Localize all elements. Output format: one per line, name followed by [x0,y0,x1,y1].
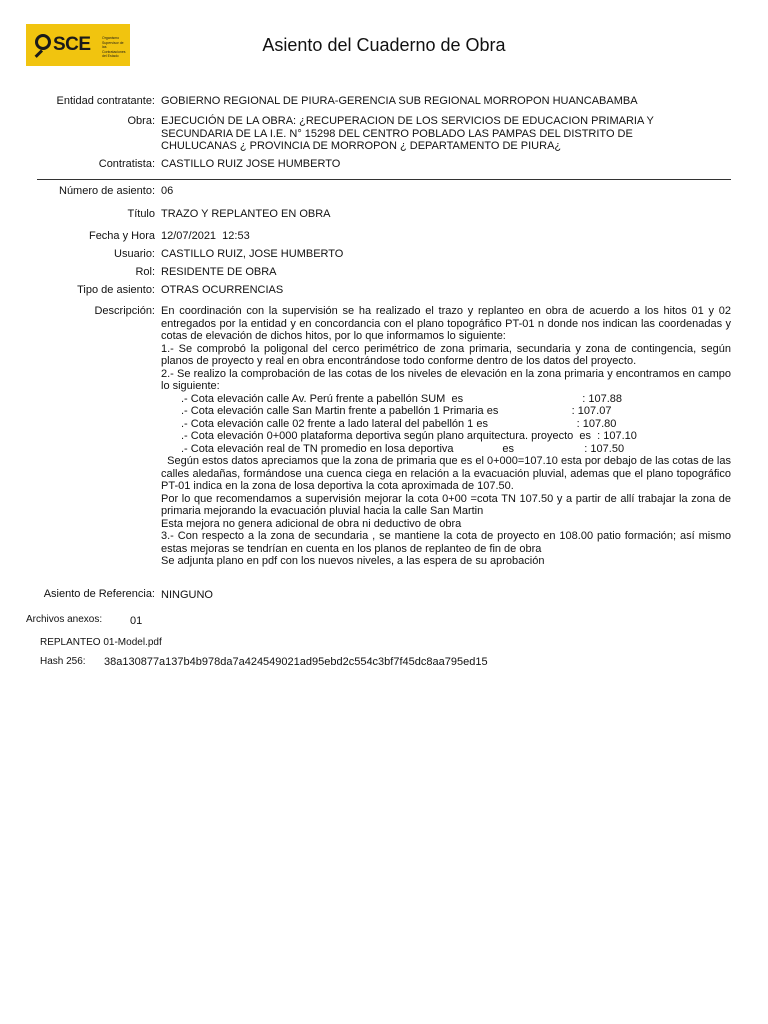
obra-value: EJECUCIÓN DE LA OBRA: ¿RECUPERACION DE LOS SERVICIOS DE EDUCACION PRIMARIA Y SECUNDARIA DE LA I.E. N° 15298 DEL CENTRO POBLADO LAS PAMPAS DEL DISTRITO DE CHULUCANAS ¿ PROVINCIA DE MORROPON ¿ DEPARTAMENTO DE PIURA¿ [161,115,654,152]
entidad-label: Entidad contratante: [56,95,155,107]
descripcion-p7: 3.- Con respecto a la zona de secundaria , se mantiene la cota de proyecto en 108.00 patio formación; así mismo estas mejoras se tendrían en cuenta en los planos de replanteo de fin de obra [161,530,731,555]
cota-item: .- Cota elevación calle San Martin frente a pabellón 1 Primaria es : 107.07 [181,405,612,417]
titulo-label: Título [127,208,155,220]
contratista-value: CASTILLO RUIZ JOSE HUMBERTO [161,158,341,170]
cota-item: .- Cota elevación 0+000 plataforma deportiva según plano arquitectura. proyecto es : 107.10 [181,430,637,442]
descripcion-p2: 1.- Se comprobó la poligonal del cerco perimétrico de zona primaria, secundaria y zona de contingencia, según planos de proyecto y real en obra encontrándose todo conforme dentro de los datos del proyecto. [161,342,731,367]
hash-value: 38a130877a137b4b978da7a424549021ad95ebd2c554c3bf7f45dc8aa795ed15 [104,656,488,668]
usuario-label: Usuario: [114,248,155,260]
titulo-value: TRAZO Y REPLANTEO EN OBRA [161,208,331,220]
descripcion-p6: Esta mejora no genera adicional de obra ni deductivo de obra [161,517,462,530]
hash-label: Hash 256: [40,656,86,667]
descripcion-label: Descripción: [94,305,155,317]
numero-value: 06 [161,185,174,197]
referencia-label: Asiento de Referencia: [43,588,155,600]
archivos-count: 01 [130,615,143,627]
cota-item: .- Cota elevación calle Av. Perú frente a pabellón SUM es : 107.88 [181,392,623,405]
contratista-label: Contratista: [98,158,155,170]
cota-item: .- Cota elevación calle 02 frente a lado lateral del pabellón 1 es : 107.80 [181,417,617,430]
page-title: Asiento del Cuaderno de Obra [262,35,506,55]
descripcion-p3: 2.- Se realizo la comprobación de las cotas de los niveles de elevación en la zona primaria y encontramos en campo lo siguiente: [161,367,731,392]
entidad-value: GOBIERNO REGIONAL DE PIURA-GERENCIA SUB REGIONAL MORROPON HUANCABAMBA [161,95,638,107]
logo-tagline: Organismo Supervisor de las Contrataciones del Estado [102,36,126,58]
cota-item: .- Cota elevación real de TN promedio en losa deportiva es : 107.50 [181,442,625,455]
numero-label: Número de asiento: [59,185,155,197]
usuario-value: CASTILLO RUIZ, JOSE HUMBERTO [161,248,344,260]
descripcion-p1: En coordinación con la supervisión se ha realizado el trazo y replanteo en obra de acuerdo a los hitos 01 y 02 entregados por la entidad y en concordancia con el plano topográfico PT-01 n donde nos indican las coordenadas y cotas de elevación de dichos hitos, por lo que informamos lo siguiente: [161,305,731,342]
referencia-value: NINGUNO [161,589,213,601]
attachment-file-link[interactable]: REPLANTEO 01-Model.pdf [40,637,162,648]
fecha-value: 12/07/2021 12:53 [161,230,250,242]
logo-brand: SCE [53,34,91,55]
descripcion-p4: Según estos datos apreciamos que la zona de primaria que es el 0+000=107.10 esta por debajo de las cotas de las calles aledañas, formándose una cuenca ciega en relación a la evacuación pluvial, ademas que el plano topográfico PT-01 indica en la zona de losa deportiva la cota aproximada de 107.50. [161,455,735,492]
descripcion-p8: Se adjunta plano en pdf con los nuevos niveles, a las espera de su aprobación [161,555,545,567]
descripcion-body [161,305,735,568]
rol-label: Rol: [135,266,155,278]
fecha-label: Fecha y Hora [88,230,155,242]
tipo-label: Tipo de asiento: [77,284,155,296]
rol-value: RESIDENTE DE OBRA [161,266,277,278]
tipo-value: OTRAS OCURRENCIAS [161,284,284,296]
descripcion-p5: Por lo que recomendamos a supervisión mejorar la cota 0+00 =cota TN 107.50 y a partir de allí trabajar la zona de primaria mejorando la evacuación pluvial hacia la calle San Martin [161,492,731,517]
divider [37,179,731,180]
archivos-label: Archivos anexos: [26,614,103,625]
obra-label: Obra: [127,115,155,127]
